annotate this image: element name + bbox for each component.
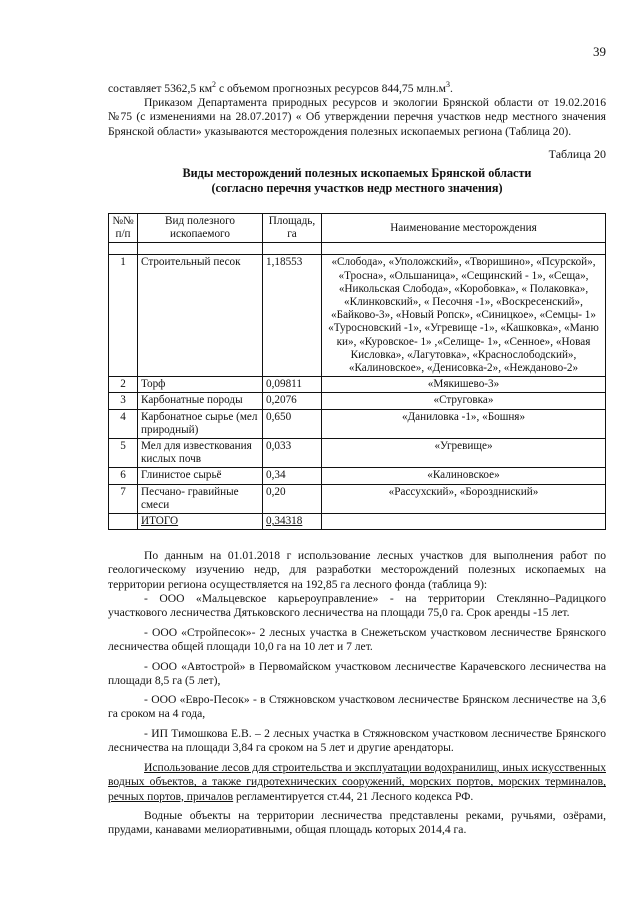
total-names-empty xyxy=(322,514,606,530)
paragraph-water-objects: Водные объекты на территории лесничества представлены реками, ручьями, озёрами, прудами, канавами мелиоративными, общая площадь которых 2014,4 га. xyxy=(108,809,606,837)
superscript: 3 xyxy=(446,80,450,89)
page-number: 39 xyxy=(593,44,606,59)
row-names: «Угревище» xyxy=(322,439,606,468)
row-number: 2 xyxy=(109,377,138,393)
row-names: «Мякишево-3» xyxy=(322,377,606,393)
row-type: Мел для известкования кислых почв xyxy=(138,439,263,468)
table-title-line-2: (согласно перечня участков недр местного значения) xyxy=(211,181,503,195)
total-empty xyxy=(109,514,138,530)
order-paragraph: Приказом Департамента природных ресурсов и экологии Брянской области от 19.02.2016 №75 (с изменениями на 28.07.2017) « Об утверждении перечня участков недр местного значения Брянской области» указываются месторождения полезных ископаемых региона (Таблица 20). xyxy=(108,96,606,138)
table-caption: Таблица 20 xyxy=(548,147,606,161)
intro-line xyxy=(108,78,606,96)
table-title xyxy=(108,166,606,196)
paragraph-forest-code xyxy=(108,761,606,804)
row-number: 1 xyxy=(109,255,138,377)
table-row xyxy=(109,468,606,484)
header-number: №№ п/п xyxy=(109,214,138,243)
row-number: 5 xyxy=(109,439,138,468)
table-row xyxy=(109,439,606,468)
row-number: 3 xyxy=(109,393,138,409)
row-names: «Слобода», «Уположский», «Творишино», «Псурской», «Тросна», «Ольшаница», «Сещинский - 1», «Сеща», «Никольская Слобода», «Коробовка», « Полаковка», «Клинковский», « Песочня -1», «Воскресенский», «Байково-3», «Новый Ропск», «Синицкое», «Семцы- 1» «Туросновский -1», «Угревище -1», «Кашковка», «Маню ки», «Куровское- 1» ,«Селище- 1», «Сенное», «Новая Кисловка», «Лагутовка», «Краснослободский», «Калиновское», «Денисовка-2», «Нежданово-2» xyxy=(322,255,606,377)
row-type: Торф xyxy=(138,377,263,393)
superscript: 2 xyxy=(212,80,217,89)
underlined-text: Использование лесов для строительства и эксплуатации водохранилищ, иных искусственных водных объектов, а также гидротехнических сооружений, морских портов, морских терминалов, речных портов, причалов xyxy=(108,761,606,803)
intro-text-a: составляет 5362,5 км xyxy=(108,81,213,95)
deposits-table xyxy=(108,213,606,530)
total-label: ИТОГО xyxy=(138,514,263,530)
paragraph-stroypesok: - ООО «Стройпесок»- 2 лесных участка в Снежетьском участковом лесничестве Брянского лесничества общей площади 10,0 га на 10 лет и 7 лет. xyxy=(108,626,606,654)
intro-text-b: с объемом прогнозных ресурсов 844,75 млн.м xyxy=(216,81,446,95)
row-type: Песчано- гравийные смеси xyxy=(138,484,263,513)
row-area: 0,09811 xyxy=(263,377,322,393)
row-number: 6 xyxy=(109,468,138,484)
table-total-row xyxy=(109,514,606,530)
row-names: «Калиновское» xyxy=(322,468,606,484)
paragraph-timoshkova: - ИП Тимошкова Е.В. – 2 лесных участка в Стяжновском участковом лесничестве Брянского лесничества на площади 3,84 га сроком на 5 лет и другие арендаторы. xyxy=(108,727,606,755)
row-type: Глинистое сырьё xyxy=(138,468,263,484)
paragraph-avtostroy: - ООО «Автострой» в Первомайском участковом лесничестве Карачевского лесничества на площади 8,5 га (5 лет), xyxy=(108,660,606,688)
table-row xyxy=(109,393,606,409)
row-type: Строительный песок xyxy=(138,255,263,377)
table-row xyxy=(109,255,606,377)
row-type: Карбонатное сырье (мел природный) xyxy=(138,409,263,438)
table-body xyxy=(109,255,606,530)
header-names: Наименование месторождения xyxy=(322,214,606,243)
code-reference: регламентируется ст.44, 21 Лесного кодекса РФ. xyxy=(233,789,474,803)
paragraph-forest-use: По данным на 01.01.2018 г использование лесных участков для выполнения работ по геологическому изучению недр, для разработки месторождений полезных ископаемых на территории региона осуществляется на 192,85 га лесного фонда (таблица 9): xyxy=(108,549,606,591)
table-row xyxy=(109,484,606,513)
header-area: Площадь, га xyxy=(263,214,322,243)
table-row xyxy=(109,409,606,438)
header-type: Вид полезного ископаемого xyxy=(138,214,263,243)
paragraph-maltsevskoe: - ООО «Мальцевское карьероуправление» - на территории Стеклянно–Радицкого участкового лесничества Дятьковского лесничества на площади 75,0 га. Срок аренды -15 лет. xyxy=(108,592,606,620)
table-row xyxy=(109,377,606,393)
table-header-row xyxy=(109,214,606,243)
table-title-line-1: Виды месторождений полезных ископаемых Брянской области xyxy=(182,166,532,180)
row-names: «Рассухский», «Бороздниский» xyxy=(322,484,606,513)
row-number: 7 xyxy=(109,484,138,513)
row-area: 0,2076 xyxy=(263,393,322,409)
row-number: 4 xyxy=(109,409,138,438)
row-type: Карбонатные породы xyxy=(138,393,263,409)
paragraph-evro-pesok: - ООО «Евро-Песок» - в Стяжновском участковом лесничестве Брянском лесничестве на 3,6 га сроком на 4 года, xyxy=(108,693,606,721)
row-area: 0,650 xyxy=(263,409,322,438)
row-names: «Струговка» xyxy=(322,393,606,409)
intro-text-c: . xyxy=(450,81,453,95)
table-spacer-row xyxy=(109,243,606,255)
row-names: «Даниловка -1», «Бошня» xyxy=(322,409,606,438)
row-area: 0,20 xyxy=(263,484,322,513)
row-area: 1,18553 xyxy=(263,255,322,377)
row-area: 0,033 xyxy=(263,439,322,468)
row-area: 0,34 xyxy=(263,468,322,484)
total-value: 0,34318 xyxy=(263,514,322,530)
